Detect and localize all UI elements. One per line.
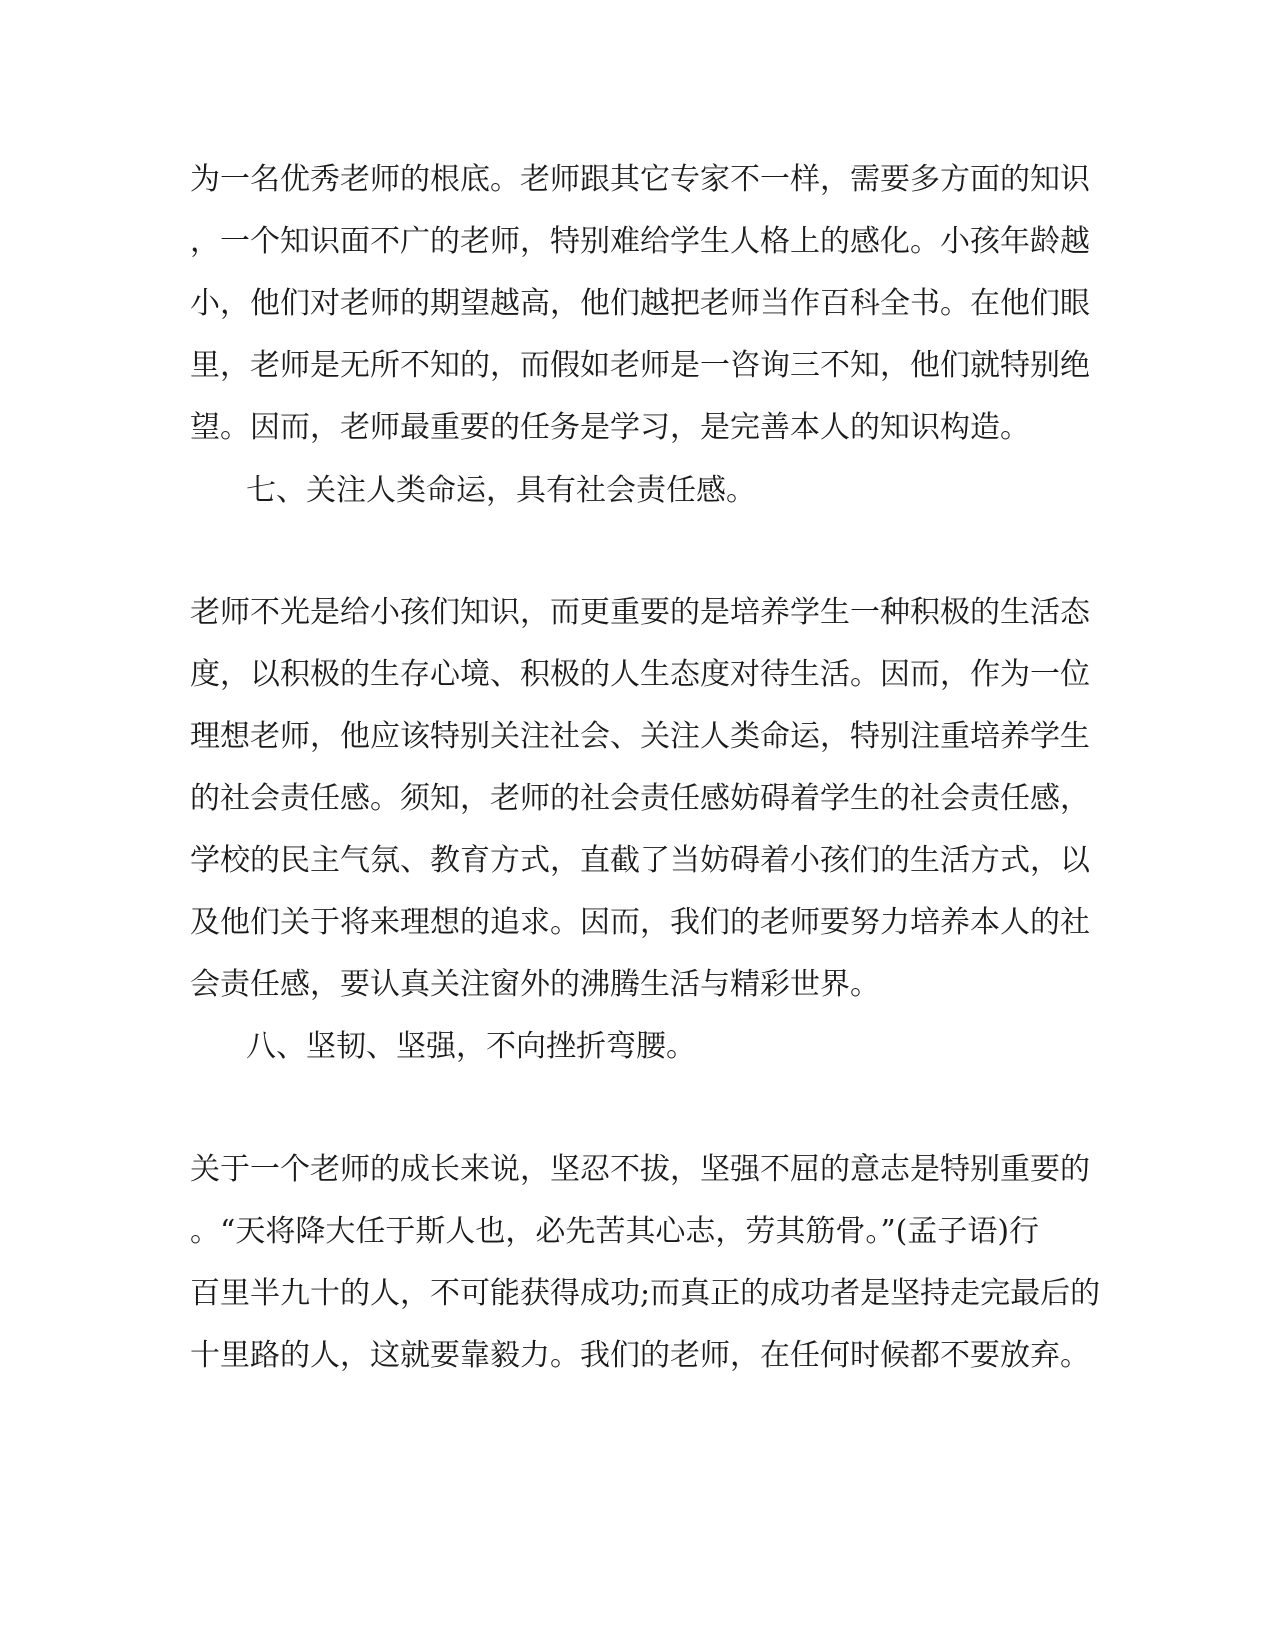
paragraph-2-line-7: 会责任感，要认真关注窗外的沸腾生活与精彩世界。 xyxy=(190,967,880,1002)
paragraph-2-line-5: 学校的民主气氛、教育方式，直截了当妨碍着小孩们的生活方式，以 xyxy=(190,843,1090,878)
paragraph-3-line-4: 十里路的人，这就要靠毅力。我们的老师，在任何时候都不要放弃。 xyxy=(190,1338,1090,1373)
paragraph-2-line-1: 老师不光是给小孩们知识，而更重要的是培养学生一种积极的生活态 xyxy=(190,595,1090,630)
paragraph-1-line-3: 小，他们对老师的期望越高，他们越把老师当作百科全书。在他们眼 xyxy=(190,286,1090,321)
paragraph-1-line-2: ，一个知识面不广的老师，特别难给学生人格上的感化。小孩年龄越 xyxy=(190,224,1090,259)
paragraph-1-line-5: 望。因而，老师最重要的任务是学习，是完善本人的知识构造。 xyxy=(190,410,1030,445)
paragraph-2-line-4: 的社会责任感。须知，老师的社会责任感妨碍着学生的社会责任感， xyxy=(190,781,1090,816)
section-heading-8: 八、坚韧、坚强，不向挫折弯腰。 xyxy=(246,1029,696,1064)
section-heading-7: 七、关注人类命运，具有社会责任感。 xyxy=(246,473,756,508)
paragraph-3-line-3: 百里半九十的人，不可能获得成功;而真正的成功者是坚持走完最后的 xyxy=(190,1276,1101,1311)
paragraph-3-line-1: 关于一个老师的成长来说，坚忍不拔，坚强不屈的意志是特别重要的 xyxy=(190,1152,1090,1187)
paragraph-1-line-1: 为一名优秀老师的根底。老师跟其它专家不一样，需要多方面的知识 xyxy=(190,162,1090,197)
paragraph-1-line-4: 里，老师是无所不知的，而假如老师是一咨询三不知，他们就特别绝 xyxy=(190,348,1090,383)
paragraph-2-line-3: 理想老师，他应该特别关注社会、关注人类命运，特别注重培养学生 xyxy=(190,719,1090,754)
paragraph-3-line-2: 。“天将降大任于斯人也，必先苦其心志，劳其筋骨。”(孟子语)行 xyxy=(190,1214,1040,1249)
paragraph-2-line-2: 度，以积极的生存心境、积极的人生态度对待生活。因而，作为一位 xyxy=(190,657,1090,692)
paragraph-2-line-6: 及他们关于将来理想的追求。因而，我们的老师要努力培养本人的社 xyxy=(190,905,1090,940)
